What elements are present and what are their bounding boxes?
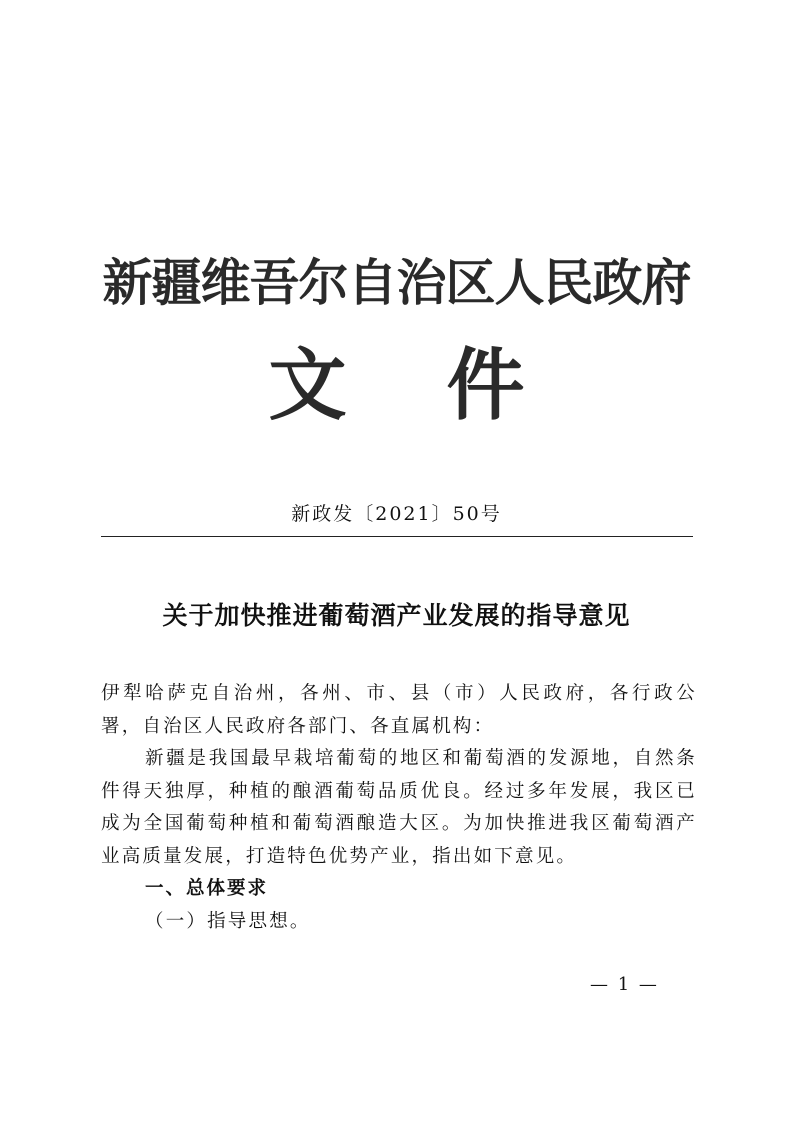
intro-paragraph: 新疆是我国最早栽培葡萄的地区和葡萄酒的发源地，自然条件得天独厚，种植的酿酒葡萄品质优良。经过多年发展，我区已成为全国葡萄种植和葡萄酒酿造大区。为加快推进我区葡萄酒产业高质量发展，打造特色优势产业，指出如下意见。 bbox=[101, 748, 697, 867]
document-title: 关于加快推进葡萄酒产业发展的指导意见 bbox=[162, 601, 631, 630]
document-label: 文件 bbox=[268, 341, 625, 431]
document-body bbox=[101, 678, 697, 938]
addressees-paragraph: 伊犁哈萨克自治州，各州、市、县（市）人民政府，各行政公署，自治区人民政府各部门、各直属机构： bbox=[101, 683, 697, 737]
page-number: — 1 — bbox=[590, 974, 659, 995]
issuing-authority-header: 新疆维吾尔自治区人民政府 bbox=[102, 254, 691, 312]
document-number: 新政发〔2021〕50号 bbox=[291, 503, 502, 525]
section-heading: 一、总体要求 bbox=[145, 878, 269, 899]
header-divider bbox=[101, 536, 693, 537]
subsection-heading: （一）指导思想。 bbox=[145, 910, 311, 932]
